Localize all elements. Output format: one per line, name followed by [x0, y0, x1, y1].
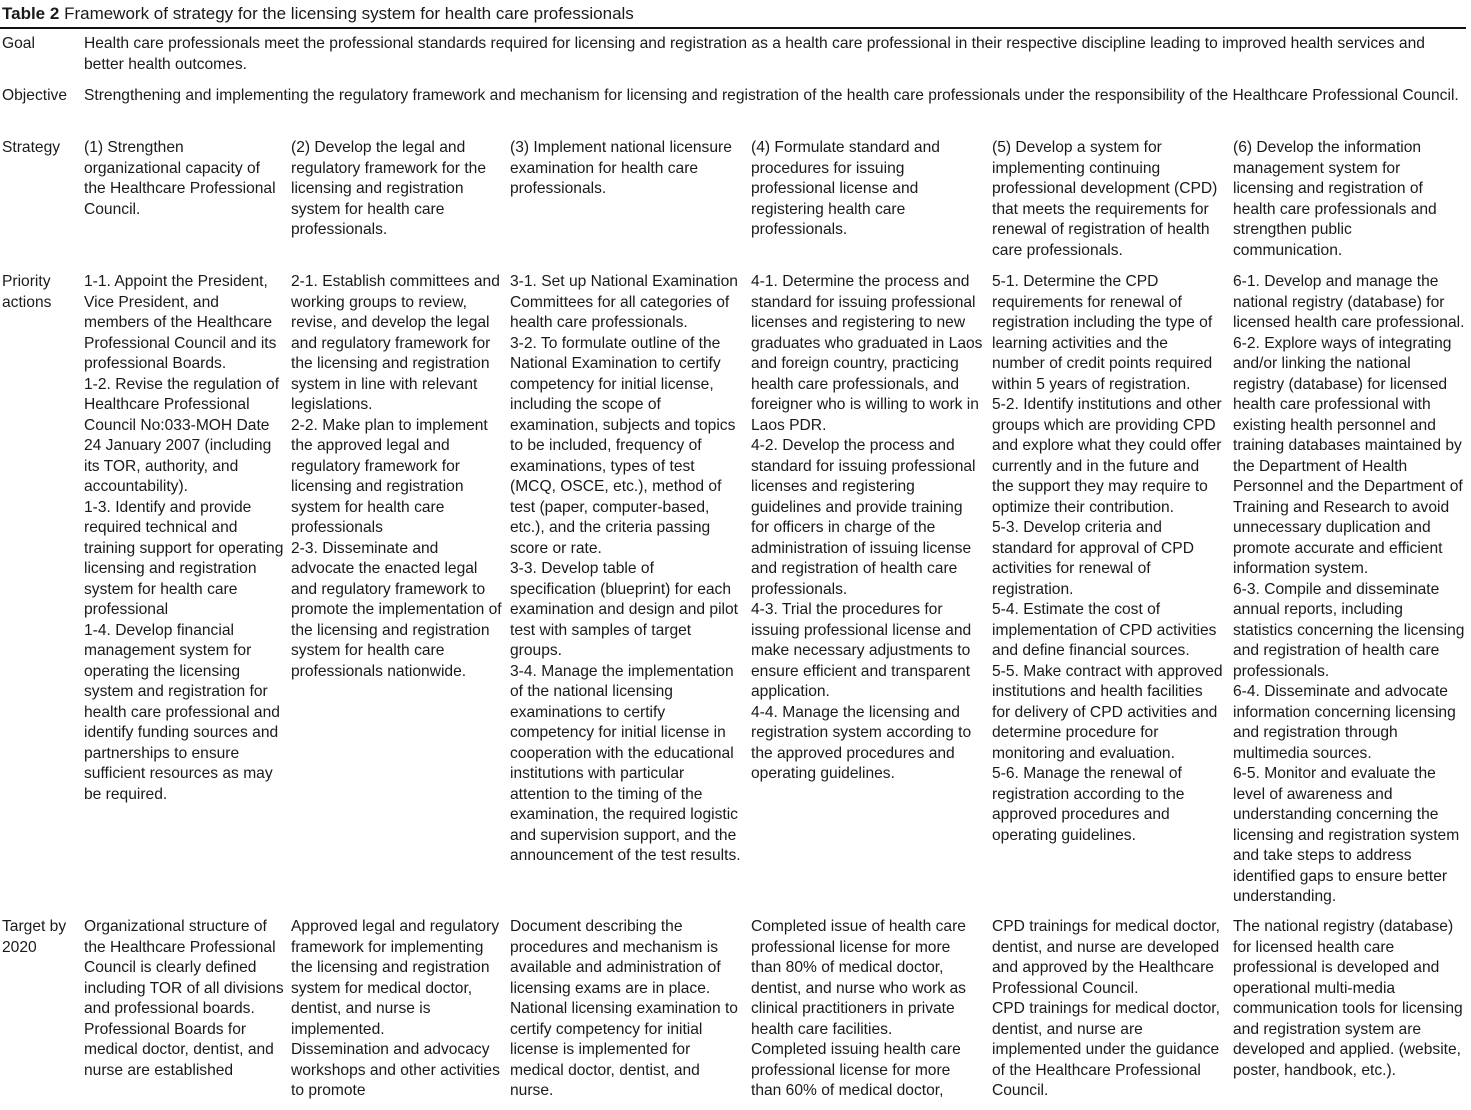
priority-item: 2-3. Disseminate and advocate the enacted legal and regulatory framework to promote the implementation of the licensing and registration system for health care professionals nationwide. [291, 539, 502, 680]
goal-label: Goal [2, 35, 35, 52]
target-item: Document describing the procedures and mechanism is available and administration of licensing exams are in place. [510, 918, 721, 997]
target-col-6 [1233, 917, 1465, 1081]
strategy-label: Strategy [2, 139, 61, 156]
priority-item: 3-4. Manage the implementation of the national licensing examinations to certify competency for initial license in cooperation with the educational institutions with particular attention to the timing of the examination, the required logistic and supervision support, and the announcement of the test results. [510, 662, 741, 864]
priority-col-4 [751, 272, 983, 785]
strategy-4: (4) Formulate standard and procedures for issuing professional license and registering health care professionals. [751, 139, 940, 238]
priority-item: 4-4. Manage the licensing and registration system according to the approved procedures and operating guidelines. [751, 703, 972, 782]
priority-col-3 [510, 272, 742, 867]
priority-item: 1-2. Revise the regulation of Healthcare Professional Council No:033-MOH Date 24 January 2007 (including its TOR, authority, and accountability). [84, 375, 280, 495]
priority-col-5 [992, 272, 1224, 846]
strategy-3: (3) Implement national licensure examination for health care professionals. [510, 139, 732, 197]
strategy-2: (2) Develop the legal and regulatory framework for the licensing and registration system for health care professionals. [291, 139, 486, 238]
priority-item: 6-2. Explore ways of integrating and/or linking the national registry (database) for licensed health care professional with existing health personnel and training databases maintained by the Department of Health Personnel and the Department of Training and Research to avoid unnecessary duplication and promote accurate and efficient information system. [1233, 334, 1463, 577]
target-col-4 [751, 917, 983, 1102]
priority-item: 1-4. Develop financial management system for operating the licensing system and registration for health care professional and identify funding sources and partnerships to ensure sufficient resources as may be required. [84, 621, 280, 803]
target-item: Organizational structure of the Healthcare Professional Council is clearly defined including TOR of all divisions and professional boards. [84, 918, 284, 1017]
target-item: The national registry (database) for licensed health care professional is developed and operational multi-media communication tools for licensing and registration system are developed and applied. (website, poster, handbook, etc.). [1233, 918, 1463, 1079]
target-col-1 [84, 917, 284, 1081]
priority-item: 5-6. Manage the renewal of registration according to the approved procedures and operating guidelines. [992, 765, 1185, 844]
priority-item: 5-5. Make contract with approved institutions and health facilities for delivery of CPD activities and determine procedure for monitoring and evaluation. [992, 662, 1223, 762]
priority-item: 6-4. Disseminate and advocate information concerning licensing and registration through multimedia sources. [1233, 683, 1456, 762]
target-col-5 [992, 917, 1224, 1102]
table-title: Framework of strategy for the licensing system for health care professionals [64, 4, 634, 23]
objective-label: Objective [2, 87, 68, 104]
priority-col-2 [291, 272, 503, 682]
priority-item: 3-1. Set up National Examination Committees for all categories of health care professionals. [510, 273, 738, 331]
priority-item: 4-2. Develop the process and standard for issuing professional licenses and registering guidelines and provide training for officers in charge of the administration of issuing license and registration of health care professionals. [751, 437, 976, 598]
objective-text: Strengthening and implementing the regulatory framework and mechanism for licensing and registration of the health care professionals under the responsibility of the Healthcare Professional Council. [84, 87, 1459, 104]
priority-item: 5-1. Determine the CPD requirements for renewal of registration including the type of learning activities and the number of credit points required within 5 years of registration. [992, 273, 1213, 393]
target-col-2 [291, 917, 503, 1102]
priority-item: 2-1. Establish committees and working groups to review, revise, and develop the legal and regulatory framework for the licensing and registration system in line with relevant legislations. [291, 273, 500, 413]
strategy-5: (5) Develop a system for implementing continuing professional development (CPD) that meets the requirements for renewal of registration of health care professionals. [992, 139, 1218, 259]
target-col-3 [510, 917, 742, 1102]
priority-item: 6-3. Compile and disseminate annual reports, including statistics concerning the licensing and registration of health care professionals. [1233, 580, 1465, 680]
priority-item: 3-3. Develop table of specification (blueprint) for each examination and design and pilot test with samples of target groups. [510, 560, 739, 659]
target-item: CPD trainings for medical doctor, dentist, and nurse are implemented under the guidance of the Healthcare Professional Council. [992, 1000, 1220, 1099]
priority-item: 2-2. Make plan to implement the approved legal and regulatory framework for licensing and registration system for health care professionals [291, 416, 488, 536]
priority-item: 6-1. Develop and manage the national registry (database) for licensed health care professional. [1233, 273, 1465, 331]
priority-label: Priority actions [2, 273, 52, 311]
priority-item: 5-3. Develop criteria and standard for approval of CPD activities for renewal of registration. [992, 519, 1194, 598]
table-caption [2, 3, 634, 25]
goal-text: Health care professionals meet the professional standards required for licensing and registration as a health care professional in their respective discipline leading to improved health services and better health outcomes. [84, 35, 1425, 73]
priority-item: 5-4. Estimate the cost of implementation of CPD activities and define financial sources. [992, 601, 1217, 659]
target-item: Completed issue of health care professional license for more than 80% of medical doctor, dentist, and nurse who work as clinical practitioners in private health care facilities. [751, 918, 966, 1038]
strategy-6: (6) Develop the information management system for licensing and registration of health care professionals and strengthen public communication. [1233, 139, 1437, 259]
strategy-1: (1) Strengthen organizational capacity of the Healthcare Professional Council. [84, 139, 276, 218]
target-item: Dissemination and advocacy workshops and other activities to promote [291, 1041, 500, 1099]
priority-item: 5-2. Identify institutions and other groups which are providing CPD and explore what they could offer currently and in the future and the support they may require to optimize their contribution. [992, 396, 1222, 516]
table-label: Table 2 [2, 4, 60, 23]
priority-col-1 [84, 272, 284, 805]
target-item: Professional Boards for medical doctor, dentist, and nurse are established [84, 1020, 274, 1079]
target-label: Target by 2020 [2, 918, 67, 956]
priority-item: 4-3. Trial the procedures for issuing professional license and make necessary adjustments to ensure efficient and transparent application. [751, 601, 972, 700]
priority-item: 1-1. Appoint the President, Vice President, and members of the Healthcare Professional Council and its professional Boards. [84, 273, 277, 372]
priority-item: 6-5. Monitor and evaluate the level of awareness and understanding concerning the licensing and registration system and take steps to address identified gaps to ensure better understanding. [1233, 765, 1460, 905]
priority-item: 1-3. Identify and provide required technical and training support for operating licensing and registration system for health care professional [84, 498, 284, 618]
target-item: National licensing examination to certify competency for initial license is implemented for medical doctor, dentist, and nurse. [510, 1000, 738, 1099]
target-item: Completed issuing health care professional license for more than 60% of medical doctor, [751, 1041, 961, 1099]
priority-col-6 [1233, 272, 1465, 908]
target-item: Approved legal and regulatory framework for implementing the licensing and registration system for medical doctor, dentist, and nurse is implemented. [291, 918, 500, 1038]
priority-item: 3-2. To formulate outline of the National Examination to certify competency for initial license, including the scope of examination, subjects and topics to be included, frequency of examinations, types of test (MCQ, OSCE, etc.), method of test (paper, computer-based, etc.), and the criteria passing score or rate. [510, 334, 736, 557]
target-item: CPD trainings for medical doctor, dentist, and nurse are developed and approved by the Healthcare Professional Council. [992, 918, 1220, 997]
header-rule [0, 27, 1466, 29]
priority-item: 4-1. Determine the process and standard for issuing professional licenses and registering to new graduates who graduated in Laos and foreign country, practicing health care professionals, and foreigner who is willing to work in Laos PDR. [751, 273, 983, 434]
